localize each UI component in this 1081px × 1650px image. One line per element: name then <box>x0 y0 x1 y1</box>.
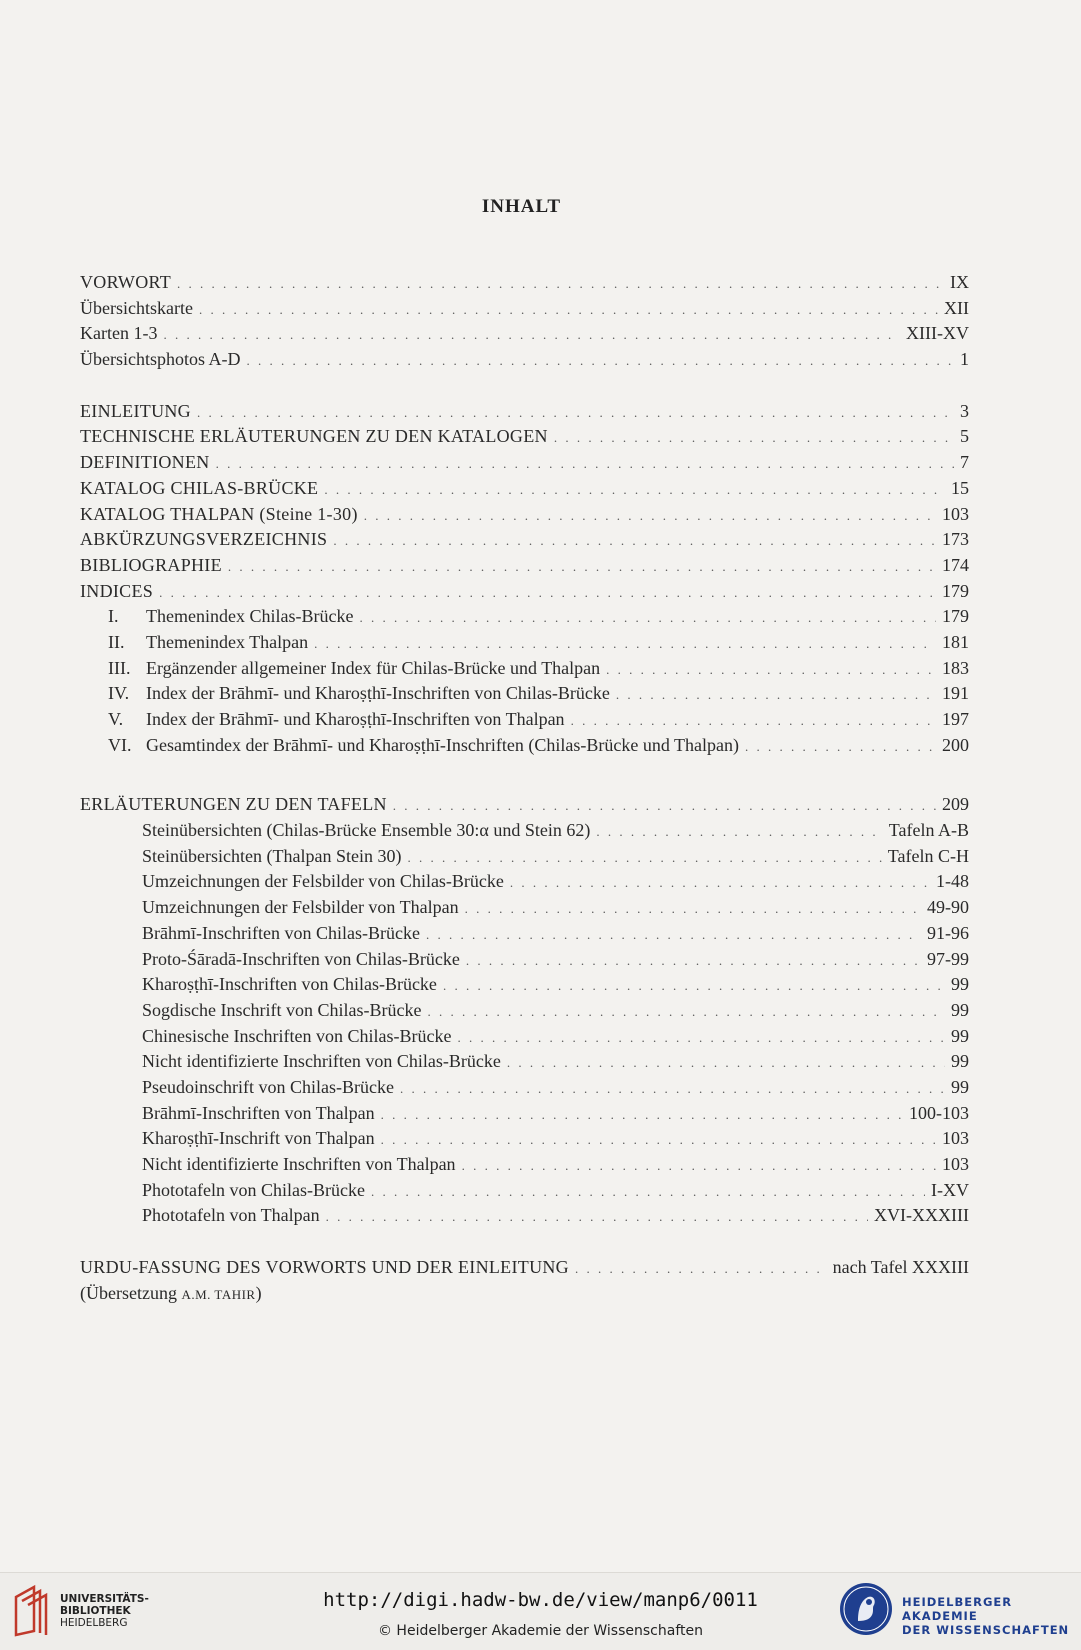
toc-entry-label <box>80 581 153 602</box>
dot-leader <box>199 302 938 318</box>
toc-entry[interactable] <box>80 1026 969 1052</box>
toc-entry-page: Tafeln A-B <box>888 820 969 841</box>
dot-leader <box>745 739 936 755</box>
translation-note-suffix: ) <box>255 1282 262 1303</box>
toc-entry[interactable] <box>80 1103 969 1129</box>
toc-entry-label <box>80 452 210 473</box>
toc-entry-page: 183 <box>942 657 969 678</box>
toc-entry-text: Nicht identifizierte Inschriften von Thalpan <box>142 1154 456 1174</box>
toc-entry[interactable] <box>80 897 969 923</box>
toc-entry-text: ABKÜRZUNGSVERZEICHNIS <box>80 529 328 550</box>
toc-entry-text: Index der Brāhmī- und Kharoṣṭhī-Inschriften von Chilas-Brücke <box>146 683 610 704</box>
dot-leader <box>575 1261 827 1277</box>
toc-entry[interactable] <box>80 581 969 607</box>
toc-entry[interactable] <box>80 735 969 761</box>
dot-leader <box>393 798 936 814</box>
toc-entry-page: Tafeln C-H <box>887 845 969 866</box>
toc-entry-page: 103 <box>942 1128 969 1149</box>
toc-entry[interactable] <box>80 1180 969 1206</box>
toc-section <box>80 272 969 375</box>
dot-leader <box>159 585 936 601</box>
page-url-link[interactable]: http://digi.hadw-bw.de/view/manp6/0011 <box>323 1589 758 1611</box>
academy-seal-icon[interactable] <box>838 1581 894 1637</box>
toc-entry-text: Umzeichnungen der Felsbilder von Chilas-Brücke <box>142 871 504 892</box>
toc-entry-page: 99 <box>951 999 969 1020</box>
toc-entry[interactable] <box>80 1205 969 1231</box>
toc-entry-page: XVI-XXXIII <box>874 1205 969 1226</box>
toc-section <box>80 401 969 761</box>
toc-entry[interactable] <box>80 323 969 349</box>
toc-entry[interactable] <box>80 658 969 684</box>
toc-entry-text: Proto-Śāradā-Inschriften von Chilas-Brücke <box>142 948 460 969</box>
academy-line: HEIDELBERGER AKADEMIE <box>902 1595 1013 1623</box>
toc-entry-label <box>142 1000 421 1021</box>
toc-entry-text: Index der Brāhmī- und Kharoṣṭhī-Inschriften von Thalpan <box>146 709 565 729</box>
dot-leader <box>371 1184 925 1200</box>
toc-entry-text: Pseudoinschrift von Chilas-Brücke <box>142 1076 394 1097</box>
toc-entry-page: 7 <box>960 452 969 473</box>
dot-leader <box>197 405 954 421</box>
toc-entry[interactable] <box>80 709 969 735</box>
dot-leader <box>554 430 954 446</box>
dot-leader <box>426 927 921 943</box>
toc-entry-text: Brāhmī-Inschriften von Chilas-Brücke <box>142 922 420 943</box>
toc-entry-text: Brāhmī-Inschriften von Thalpan <box>142 1102 375 1123</box>
table-of-contents <box>80 272 969 1309</box>
toc-entry-page: 181 <box>942 631 969 652</box>
dot-leader <box>216 456 954 472</box>
toc-entry-page: 103 <box>942 503 969 524</box>
toc-entry-text: Nicht identifizierte Inschriften von Chilas-Brücke <box>142 1051 501 1072</box>
toc-entry[interactable] <box>80 1257 969 1283</box>
toc-entry-number: IV. <box>108 683 130 704</box>
toc-entry[interactable] <box>80 272 969 298</box>
toc-entry-text: Themenindex Chilas-Brücke <box>146 606 354 627</box>
toc-entry-page: 91-96 <box>927 922 969 943</box>
dot-leader <box>381 1107 903 1123</box>
dot-leader <box>465 901 921 917</box>
toc-entry-label <box>142 1026 451 1047</box>
toc-entry-text: Chinesische Inschriften von Chilas-Brücke <box>142 1025 452 1046</box>
toc-entry-label <box>80 555 222 576</box>
toc-entry-label <box>108 735 739 756</box>
academy-line: DER WISSENSCHAFTEN <box>902 1623 1070 1637</box>
toc-section <box>80 794 969 1231</box>
toc-entry-label <box>142 897 459 918</box>
toc-entry[interactable] <box>80 1051 969 1077</box>
page-title: INHALT <box>481 196 562 217</box>
toc-entry-text: TECHNISCHE ERLÄUTERUNGEN ZU DEN KATALOGEN <box>80 426 548 447</box>
dot-leader <box>381 1132 936 1148</box>
toc-entry-page: 1 <box>960 349 969 370</box>
toc-entry-page: 3 <box>960 400 969 421</box>
toc-entry-label <box>142 923 420 944</box>
dot-leader <box>326 1209 868 1225</box>
toc-entry-text: Umzeichnungen der Felsbilder von Thalpan <box>142 897 459 918</box>
toc-entry-page: 99 <box>951 1076 969 1097</box>
toc-entry-page: 179 <box>942 606 969 627</box>
toc-entry-number: III. <box>108 657 131 678</box>
toc-entry-text: INDICES <box>80 580 154 601</box>
toc-entry-label <box>108 632 308 653</box>
toc-entry-label <box>80 401 191 422</box>
toc-entry-page: 1-48 <box>936 871 969 892</box>
toc-entry-label <box>142 1180 365 1201</box>
toc-entry-label <box>142 1103 375 1124</box>
toc-entry-label <box>80 504 358 525</box>
toc-entry-text: DEFINITIONEN <box>80 452 210 473</box>
toc-entry-number: I. <box>108 606 119 627</box>
toc-entry-page: 5 <box>960 426 969 447</box>
toc-entry-text: Gesamtindex der Brāhmī- und Kharoṣṭhī-Inschriften (Chilas-Brücke und Thalpan) <box>146 734 740 755</box>
toc-entry-text: Kharoṣṭhī-Inschriften von Chilas-Brücke <box>142 974 437 995</box>
dot-leader <box>333 533 936 549</box>
toc-entry-text: Steinübersichten (Thalpan Stein 30) <box>142 845 402 866</box>
toc-entry-page: 49-90 <box>927 897 969 918</box>
library-line: HEIDELBERG <box>60 1617 128 1629</box>
toc-entry-page: 97-99 <box>927 948 969 969</box>
toc-entry-label <box>108 658 600 679</box>
toc-entry-number: VI. <box>108 734 132 755</box>
toc-entry[interactable] <box>80 606 969 632</box>
academy-name <box>902 1595 1081 1637</box>
translation-note-prefix: (Übersetzung <box>80 1282 182 1303</box>
toc-entry-label <box>142 1205 320 1226</box>
dot-leader <box>510 875 930 891</box>
toc-entry-page: 179 <box>942 580 969 601</box>
toc-entry-text: EINLEITUNG <box>80 400 191 421</box>
toc-entry-page: 209 <box>942 794 969 815</box>
toc-entry-page: 100-103 <box>909 1102 969 1123</box>
toc-entry-text: Phototafeln von Chilas-Brücke <box>142 1179 365 1200</box>
toc-entry[interactable] <box>80 426 969 452</box>
toc-section <box>80 1257 969 1283</box>
toc-entry-text: Steinübersichten (Chilas-Brücke Ensemble 30:α und Stein 62) <box>142 820 591 841</box>
dot-leader <box>427 1004 945 1020</box>
dot-leader <box>462 1158 936 1174</box>
toc-entry-label <box>142 1077 394 1098</box>
toc-entry-text: Übersichtsphotos A-D <box>80 349 241 370</box>
toc-entry-label <box>80 272 171 293</box>
toc-entry[interactable] <box>80 529 969 555</box>
toc-entry-text: KATALOG THALPAN (Steine 1-30) <box>80 503 358 524</box>
toc-entry[interactable] <box>80 478 969 504</box>
toc-entry-label <box>142 820 590 841</box>
toc-entry-label <box>80 478 318 499</box>
toc-entry-label <box>142 1051 501 1072</box>
dot-leader <box>457 1030 945 1046</box>
translator-name: A.M. TAHIR <box>181 1286 256 1302</box>
toc-entry-label <box>108 709 565 730</box>
toc-entry-page: XII <box>944 297 969 318</box>
dot-leader <box>507 1055 945 1071</box>
toc-entry-page: nach Tafel XXXIII <box>832 1257 969 1278</box>
toc-entry-label <box>142 974 437 995</box>
toc-entry-page: I-XV <box>931 1179 969 1200</box>
toc-entry-label <box>80 298 193 319</box>
dot-leader <box>606 662 936 678</box>
copyright-notice: © Heidelberger Akademie der Wissenschaften <box>377 1623 703 1639</box>
toc-entry-page: 173 <box>942 529 969 550</box>
dot-leader <box>364 508 936 524</box>
toc-entry-page: IX <box>950 272 969 292</box>
dot-leader <box>443 978 945 994</box>
dot-leader <box>228 559 936 575</box>
toc-entry-text: Sogdische Inschrift von Chilas-Brücke <box>142 999 422 1020</box>
toc-entry[interactable] <box>80 974 969 1000</box>
toc-entry-label <box>80 529 327 550</box>
toc-entry[interactable] <box>80 949 969 975</box>
toc-entry-label <box>80 1257 569 1278</box>
library-line: BIBLIOTHEK <box>60 1605 131 1617</box>
dot-leader <box>324 482 945 498</box>
toc-entry[interactable] <box>80 683 969 709</box>
toc-entry-label <box>108 606 353 627</box>
dot-leader <box>571 713 936 729</box>
dot-leader <box>177 276 944 292</box>
library-line: UNIVERSITÄTS- <box>60 1593 149 1605</box>
toc-entry-number: II. <box>108 631 125 652</box>
dot-leader <box>616 687 936 703</box>
toc-entry[interactable] <box>80 794 969 820</box>
toc-entry-text: Themenindex Thalpan <box>146 631 309 652</box>
toc-entry-text: Kharoṣṭhī-Inschrift von Thalpan <box>142 1128 375 1149</box>
toc-entry[interactable] <box>80 452 969 478</box>
toc-entry[interactable] <box>80 349 969 375</box>
dot-leader <box>247 353 955 369</box>
toc-entry[interactable] <box>80 846 969 872</box>
toc-entry[interactable] <box>80 504 969 530</box>
toc-entry-text: KATALOG CHILAS-BRÜCKE <box>80 477 319 498</box>
toc-entry-label <box>80 794 387 815</box>
toc-entry-page: 15 <box>951 477 969 498</box>
toc-entry-label <box>80 426 548 447</box>
dot-leader <box>314 636 936 652</box>
toc-entry-page: 99 <box>951 1025 969 1046</box>
dot-leader <box>359 610 936 626</box>
toc-entry-label <box>80 349 241 370</box>
toc-entry[interactable] <box>80 871 969 897</box>
toc-entry-label <box>142 1154 456 1175</box>
toc-entry-text: Karten 1-3 <box>80 323 158 344</box>
toc-entry-text: Übersichtskarte <box>80 297 193 318</box>
toc-entry-text: Phototafeln von Thalpan <box>142 1205 320 1226</box>
footer-bar <box>0 1572 1081 1650</box>
toc-entry[interactable] <box>80 401 969 427</box>
toc-entry[interactable] <box>80 298 969 324</box>
dot-leader <box>466 953 921 969</box>
toc-entry-text: ERLÄUTERUNGEN ZU DEN TAFELN <box>80 794 387 815</box>
toc-entry[interactable] <box>80 1077 969 1103</box>
toc-entry[interactable] <box>80 632 969 658</box>
toc-entry[interactable] <box>80 1154 969 1180</box>
toc-entry-label <box>142 949 460 970</box>
toc-entry-page: 200 <box>942 734 969 755</box>
toc-entry-page: 191 <box>942 683 969 704</box>
toc-entry-label <box>80 323 157 344</box>
toc-entry[interactable] <box>80 923 969 949</box>
toc-entry[interactable] <box>80 1128 969 1154</box>
dot-leader <box>163 327 900 343</box>
toc-entry-page: 174 <box>942 554 969 575</box>
toc-entry-page: 99 <box>951 974 969 995</box>
toc-entry-text: VORWORT <box>80 272 172 292</box>
toc-entry-page: 103 <box>942 1154 969 1174</box>
toc-entry-text: URDU-FASSUNG DES VORWORTS UND DER EINLEITUNG <box>80 1257 569 1278</box>
toc-entry[interactable] <box>80 820 969 846</box>
toc-entry-text: Ergänzender allgemeiner Index für Chilas-Brücke und Thalpan <box>146 657 601 678</box>
toc-entry-text: BIBLIOGRAPHIE <box>80 554 222 575</box>
toc-entry-page: 197 <box>942 709 969 729</box>
dot-leader <box>407 850 881 866</box>
toc-entry-label <box>142 1128 375 1149</box>
toc-entry-page: XIII-XV <box>906 323 969 344</box>
translation-note <box>80 1283 969 1309</box>
toc-entry-label <box>142 871 504 892</box>
toc-entry[interactable] <box>80 555 969 581</box>
dot-leader <box>596 824 882 840</box>
toc-entry-label <box>108 683 610 704</box>
dot-leader <box>400 1081 945 1097</box>
toc-entry-label <box>142 846 401 867</box>
toc-entry-number: V. <box>108 709 124 729</box>
toc-entry[interactable] <box>80 1000 969 1026</box>
toc-entry-page: 99 <box>951 1051 969 1072</box>
